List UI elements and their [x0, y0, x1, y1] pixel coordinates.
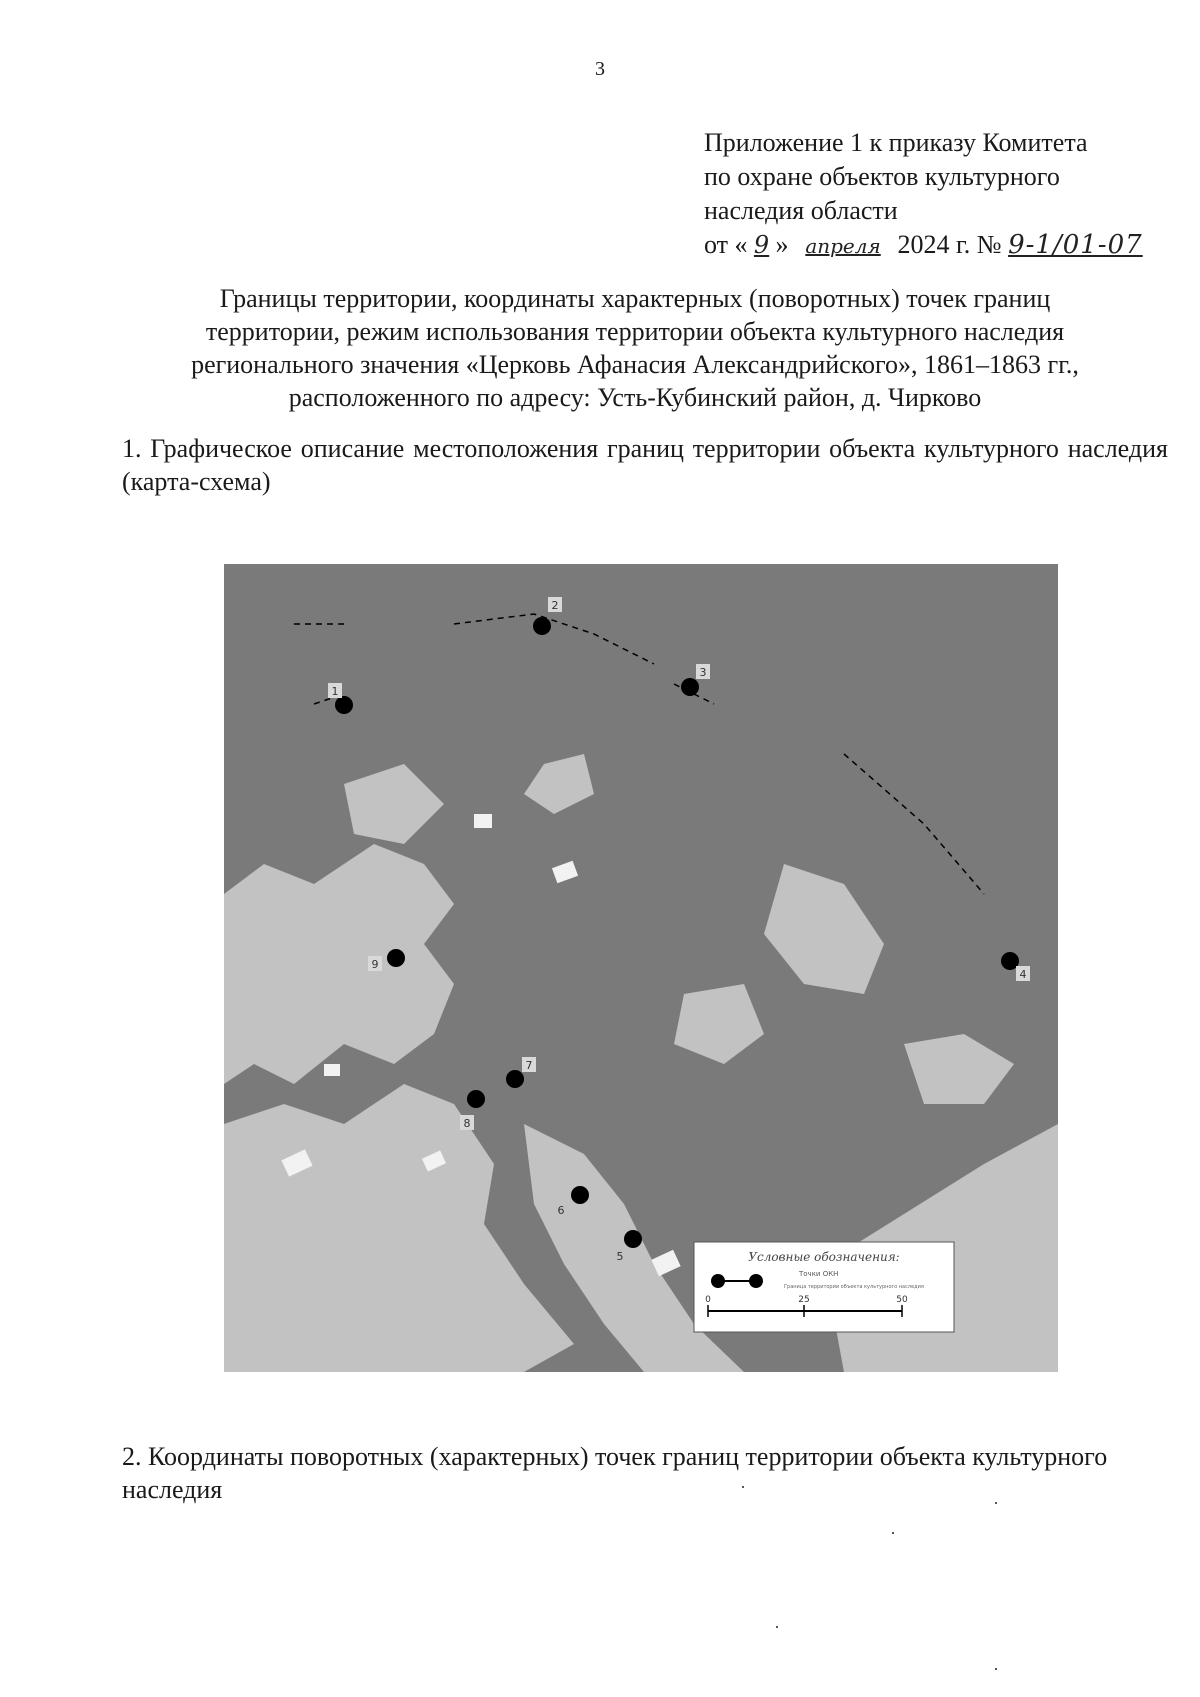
map-point-label-2: 2	[551, 599, 559, 612]
title-line-3: регионального значения «Церковь Афанасия Александрийского», 1861–1863 гг.,	[191, 350, 1079, 379]
order-number: 9-1/01-07	[1008, 230, 1143, 260]
section-1-heading: 1. Графическое описание местоположения границ территории объекта культурного наследия (карта-схема)	[122, 434, 1168, 496]
map-point-label-4: 4	[1019, 968, 1027, 981]
map-point-label-8: 8	[463, 1117, 471, 1130]
section-2-heading: 2. Координаты поворотных (характерных) точек границ территории объекта культурного наследия	[122, 1442, 1108, 1504]
date-month: апреля	[805, 234, 881, 258]
appendix-header	[704, 126, 1174, 263]
scale-label-50: 50	[896, 1295, 908, 1305]
appendix-date-line	[704, 228, 1174, 263]
title-line-1: Границы территории, координаты характерных (поворотных) точек границ	[219, 284, 1051, 313]
map-point-label-9: 9	[371, 958, 379, 971]
date-prefix: от «	[704, 230, 748, 259]
site-map	[224, 564, 1058, 1372]
map-legend	[694, 1242, 954, 1332]
appendix-line-1: Приложение 1 к приказу Комитета	[704, 128, 1088, 157]
appendix-line-2: по охране объектов культурного	[704, 162, 1060, 191]
map-point-label-7: 7	[525, 1059, 533, 1072]
map-point-label-3: 3	[699, 666, 707, 679]
legend-item-1: Точки ОКН	[799, 1270, 839, 1278]
date-mid: »	[775, 230, 789, 259]
scale-label-0: 0	[705, 1295, 711, 1305]
page-number: 3	[595, 58, 605, 80]
legend-item-2: Граница территории объекта культурного наследия	[784, 1284, 924, 1290]
map-point-label-1: 1	[331, 685, 339, 698]
document-title	[130, 282, 1140, 414]
map-point-label-6: 6	[557, 1204, 565, 1217]
title-line-2: территории, режим использования территории объекта культурного наследия	[205, 317, 1065, 346]
appendix-line-3: наследия области	[704, 196, 898, 225]
legend-title: Условные обозначения:	[748, 1250, 900, 1264]
map-point-label-5: 5	[616, 1250, 624, 1263]
scale-label-25: 25	[798, 1295, 810, 1305]
title-line-4: расположенного по адресу: Усть-Кубинский район, д. Чирково	[288, 383, 982, 412]
date-year: 2024 г. №	[897, 230, 1002, 259]
date-day: 9	[753, 231, 770, 259]
